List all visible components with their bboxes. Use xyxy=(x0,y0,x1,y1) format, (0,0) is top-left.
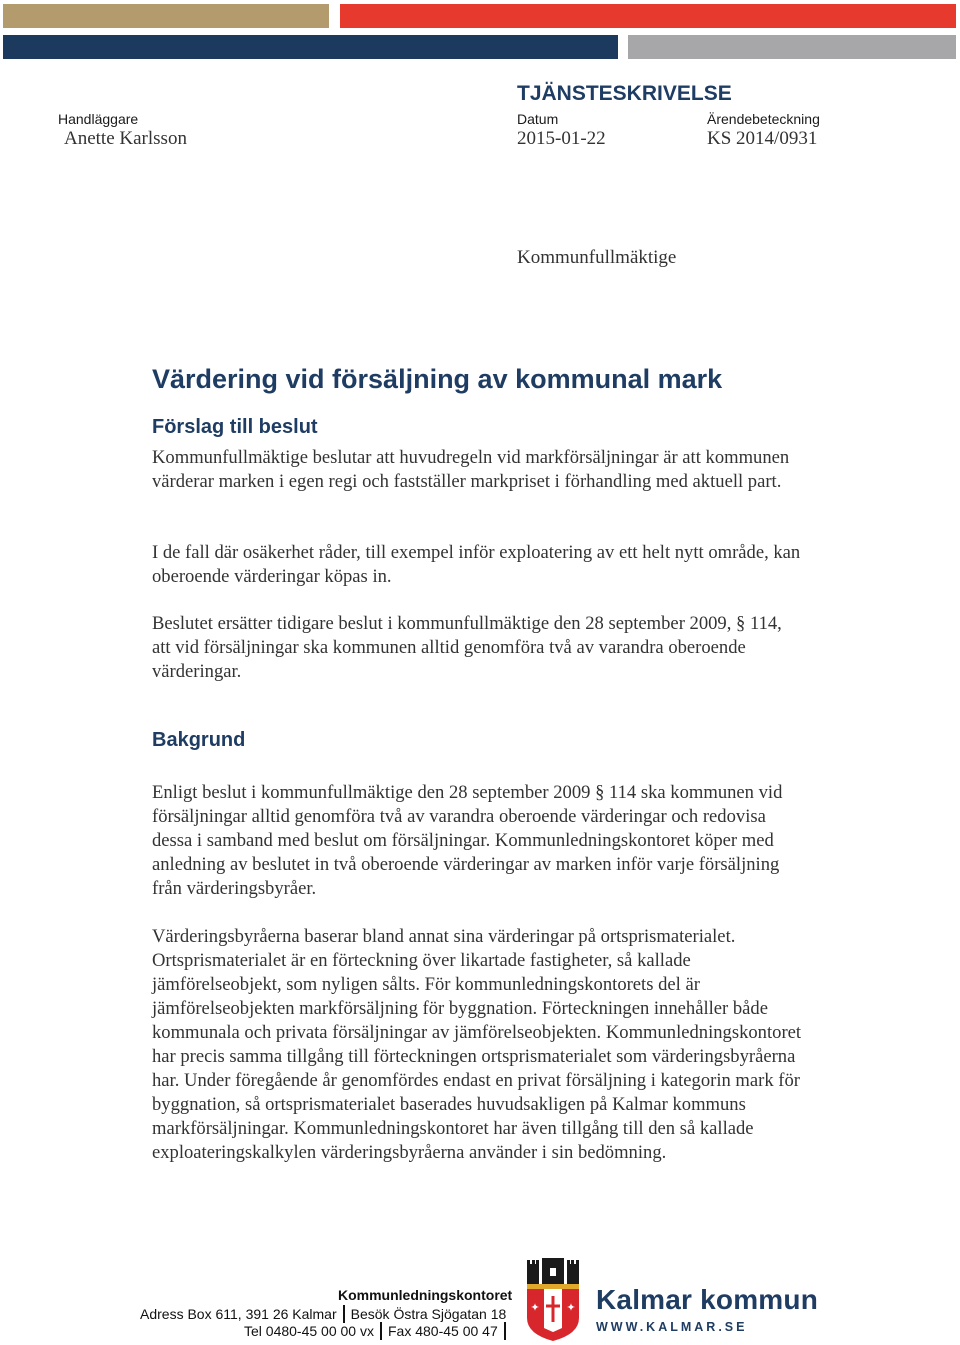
handlaggare-value: Anette Karlsson xyxy=(64,128,187,149)
bakgrund-paragraph-1: Enligt beslut i kommunfullmäktige den 28 september 2009 § 114 ska kommunen vid försäljningar alltid genomföra två av varandra oberoende värderingar och redovisa dessa i samband med beslut om försäljningar. Kommunledningskontoret köper med anledning av beslutet in två oberoende värderingar av marken inför varje försäljning från värderingsbyråer. xyxy=(152,782,783,899)
brand-logo xyxy=(596,1284,818,1334)
top-bar-gray xyxy=(628,35,956,59)
datum-value: 2015-01-22 xyxy=(517,128,606,149)
brand-url: WWW.KALMAR.SE xyxy=(596,1320,748,1334)
svg-text:✦: ✦ xyxy=(566,1301,576,1314)
brand-name: Kalmar kommun xyxy=(596,1284,818,1315)
forslag-paragraph-3: Beslutet ersätter tidigare beslut i kommunfullmäktige den 28 september 2009, § 114, att vid försäljningar ska kommunen alltid genomföra två av varandra oberoende värderingar. xyxy=(152,613,782,682)
arende-label: Ärendebeteckning xyxy=(707,111,820,127)
footer-fax: Fax 480-45 00 47 xyxy=(387,1323,498,1339)
footer-address-line xyxy=(140,1305,506,1323)
handlaggare-label: Handläggare xyxy=(58,111,139,127)
footer-org-name: Kommunledningskontoret xyxy=(338,1287,513,1303)
document-title: Värdering vid försäljning av kommunal mark xyxy=(152,364,723,394)
svg-text:✦: ✦ xyxy=(530,1301,540,1314)
footer-phone: Tel 0480-45 00 00 vx xyxy=(244,1323,374,1339)
footer-address: Adress Box 611, 391 26 Kalmar xyxy=(140,1306,337,1322)
kalmar-crest-icon xyxy=(524,1256,582,1342)
forslag-heading: Förslag till beslut xyxy=(152,416,318,438)
footer-separator xyxy=(343,1305,345,1323)
top-bar-tan xyxy=(3,4,329,28)
footer-separator xyxy=(380,1322,382,1340)
recipient: Kommunfullmäktige xyxy=(517,247,677,268)
document-type: TJÄNSTESKRIVELSE xyxy=(517,82,732,105)
footer-separator xyxy=(504,1322,506,1340)
bakgrund-paragraph-2: Värderingsbyråerna baserar bland annat sina värderingar på ortsprismaterialet. Ortsprismaterialet är en förteckning över likartade fastigheter, så kallade jämförelseobjekt, som nyligen sålts. För kommunledningskontorets del är jämförelseobjekten markförsäljning för byggnation. Förteckningen innehåller både kommunala och privata försäljningar av jämförelseobjekten. Kommunledningskontoret har precis samma tillgång till förteckningen ortsprismaterialet som värderingsbyråerna har. Under föregående år genomfördes endast en privat försäljning i kategorin mark för byggnation, så ortsprismaterialet baserades huvudsakligen på Kalmar kommuns markförsäljningar. Kommunledningskontoret har även tillgång till den så kallade exploateringskalkylen värderingsbyråerna använder i sin bedömning. xyxy=(152,926,802,1163)
footer-phone-line xyxy=(244,1322,512,1340)
forslag-paragraph-1: Kommunfullmäktige beslutar att huvudregeln vid markförsäljningar är att kommunen värderar marken i egen regi och fastställer markpriset i förhandling med aktuell part. xyxy=(152,447,790,492)
arende-value: KS 2014/0931 xyxy=(707,128,818,149)
top-bar-navy xyxy=(3,35,618,59)
top-bar-red xyxy=(340,4,956,28)
forslag-paragraph-2: I de fall där osäkerhet råder, till exempel inför exploatering av ett helt nytt område, kan oberoende värderingar köpas in. xyxy=(152,542,801,587)
footer-visit: Besök Östra Sjögatan 18 xyxy=(350,1306,507,1322)
bakgrund-heading: Bakgrund xyxy=(152,729,246,751)
datum-label: Datum xyxy=(517,111,559,127)
